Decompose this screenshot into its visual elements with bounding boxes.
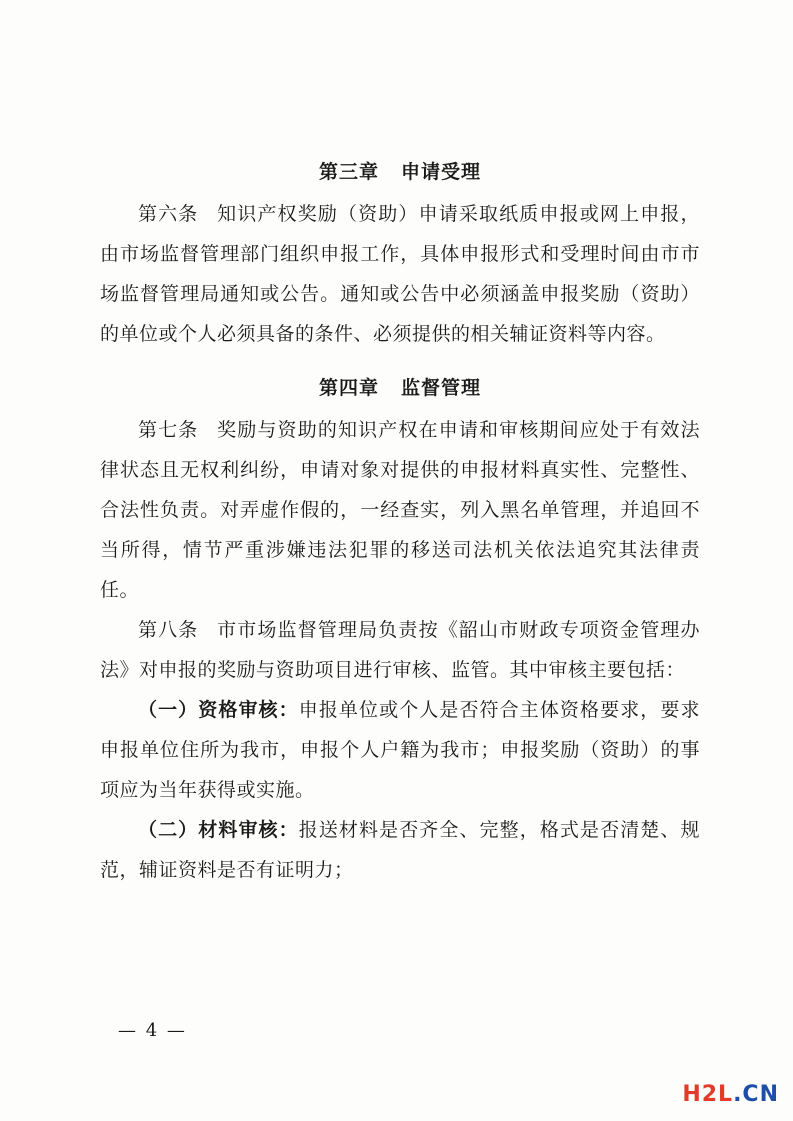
- article-8-text: 市市场监督管理局负责按《韶山市财政专项资金管理办法》对申报的奖励与资助项目进行审核、监管。其中审核主要包括：: [100, 619, 700, 681]
- watermark-part-1: H2L: [682, 1082, 734, 1107]
- article-6-text: 知识产权奖励（资助）申请采取纸质申报或网上申报，由市场监督管理部门组织申报工作，具体申报形式和受理时间由市市场监督管理局通知或公告。通知或公告中必须涵盖申报奖励（资助）的单位或个人必须具备的条件、必须提供的相关辅证资料等内容。: [100, 203, 700, 345]
- item-1-text: 申报单位或个人是否符合主体资格要求，要求申报单位住所为我市，申报个人户籍为我市；申报奖励（资助）的事项应为当年获得或实施。: [100, 699, 700, 801]
- document-body: [100, 150, 700, 890]
- article-7: [100, 410, 700, 610]
- article-7-label: 第七条: [138, 419, 199, 441]
- page-number: — 4 —: [118, 1020, 187, 1041]
- watermark-part-2: .CN: [733, 1082, 779, 1107]
- chapter-4-subtitle: 监督管理: [401, 377, 482, 399]
- item-1: [100, 690, 700, 810]
- article-7-text: 奖励与资助的知识产权在申请和审核期间应处于有效法律状态且无权利纠纷，申请对象对提供的申报材料真实性、完整性、合法性负责。对弄虚作假的，一经查实，列入黑名单管理，并追回不当所得，情节严重涉嫌违法犯罪的移送司法机关依法追究其法律责任。: [100, 419, 700, 601]
- item-2-text: 报送材料是否齐全、完整，格式是否清楚、规范，辅证资料是否有证明力；: [100, 819, 700, 881]
- article-8: [100, 610, 700, 690]
- chapter-4-title: 第四章: [318, 377, 379, 399]
- item-1-label: （一）资格审核：: [138, 699, 299, 721]
- item-2-label: （二）材料审核：: [138, 819, 299, 841]
- chapter-3-title: 第三章: [318, 161, 379, 183]
- site-watermark: [682, 1082, 779, 1107]
- article-6: [100, 194, 700, 354]
- item-2: [100, 810, 700, 890]
- chapter-3-subtitle: 申请受理: [401, 161, 482, 183]
- article-6-label: 第六条: [138, 203, 199, 225]
- chapter-3-heading: [100, 150, 700, 194]
- chapter-4-heading: [100, 366, 700, 410]
- article-8-label: 第八条: [138, 619, 199, 641]
